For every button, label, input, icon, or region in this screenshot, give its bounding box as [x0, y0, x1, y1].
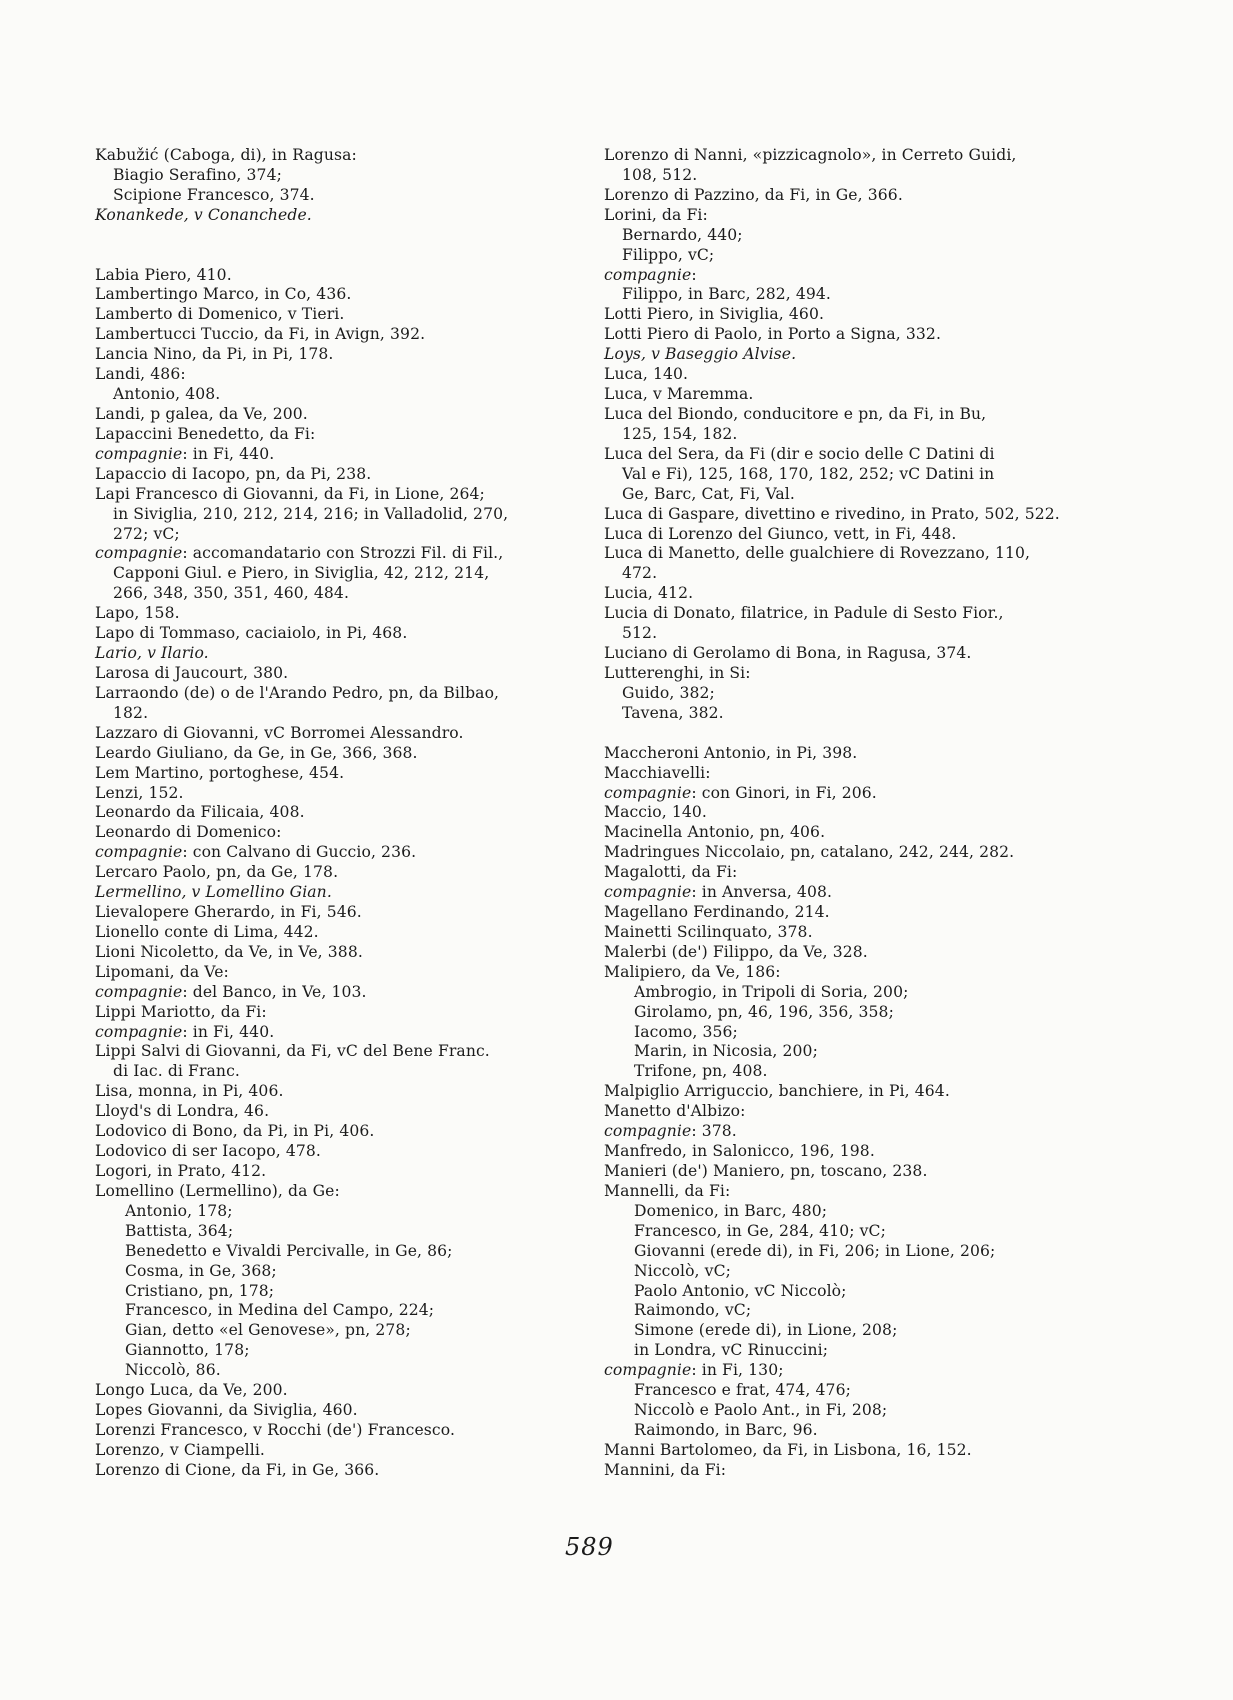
- index-entry: Luca di Manetto, delle gualchiere di Rovezzano, 110,: [604, 544, 1031, 563]
- index-entry: Lenzi, 152.: [95, 783, 184, 802]
- index-subentry: di Iac. di Franc.: [113, 1062, 240, 1081]
- index-subentry: 266, 348, 350, 351, 460, 484.: [113, 584, 350, 603]
- index-entry: Lapaccio di Iacopo, pn, da Pi, 238.: [95, 464, 372, 483]
- index-entry: Luciano di Gerolamo di Bona, in Ragusa, 374.: [604, 644, 972, 663]
- index-subentry: Francesco e frat, 474, 476;: [634, 1381, 851, 1400]
- index-subentry: 125, 154, 182.: [622, 424, 738, 443]
- index-entry: Lucia di Donato, filatrice, in Padule di Sesto Fior.,: [604, 604, 1004, 623]
- index-entry: Luca, v Maremma.: [604, 385, 754, 404]
- index-entry: compagnie: 378.: [604, 1122, 737, 1141]
- index-entry: Mannini, da Fi:: [604, 1460, 727, 1479]
- index-entry: Leonardo di Domenico:: [95, 823, 282, 842]
- index-entry: Lario, v Ilario.: [95, 644, 209, 663]
- index-entry: Larraondo (de) o de l'Arando Pedro, pn, da Bilbao,: [95, 683, 500, 702]
- index-entry: Manfredo, in Salonicco, 196, 198.: [604, 1142, 875, 1161]
- index-entry: Lorini, da Fi:: [604, 205, 708, 224]
- index-entry: Macchiavelli:: [604, 763, 711, 782]
- index-subentry: Antonio, 178;: [125, 1201, 233, 1220]
- index-entry: Lorenzi Francesco, v Rocchi (de') Francesco.: [95, 1421, 455, 1439]
- index-entry: compagnie: accomandatario con Strozzi Fil. di Fil.,: [95, 544, 504, 563]
- index-entry: Lomellino (Lermellino), da Ge:: [95, 1181, 340, 1200]
- index-subentry: in Siviglia, 210, 212, 214, 216; in Valladolid, 270,: [113, 504, 509, 523]
- index-subentry: Francesco, in Ge, 284, 410; vC;: [634, 1221, 886, 1240]
- index-entry: Lambertingo Marco, in Co, 436.: [95, 285, 352, 304]
- index-entry: Luca di Lorenzo del Giunco, vett, in Fi, 448.: [604, 524, 957, 543]
- index-entry: Lloyd's di Londra, 46.: [95, 1102, 270, 1121]
- index-entry: compagnie: in Fi, 440.: [95, 1022, 275, 1041]
- index-entry: Manetto d'Albizo:: [604, 1102, 746, 1121]
- index-entry: Manni Bartolomeo, da Fi, in Lisbona, 16, 152.: [604, 1440, 972, 1459]
- index-entry: Manieri (de') Maniero, pn, toscano, 238.: [604, 1162, 928, 1181]
- index-subentry: Gian, detto «el Genovese», pn, 278;: [125, 1321, 411, 1340]
- index-entry: Luca del Biondo, conducitore e pn, da Fi, in Bu,: [604, 404, 987, 423]
- index-entry: Leonardo da Filicaia, 408.: [95, 803, 305, 822]
- index-subentry: Val e Fi), 125, 168, 170, 182, 252; vC Datini in: [622, 464, 995, 483]
- index-entry: compagnie: con Calvano di Guccio, 236.: [95, 843, 417, 862]
- index-entry: Lippi Mariotto, da Fi:: [95, 1002, 267, 1021]
- index-subentry: in Londra, vC Rinuccini;: [634, 1341, 829, 1360]
- section-gap: [95, 246, 558, 266]
- index-entry: Kabužić (Caboga, di), in Ragusa:: [95, 146, 357, 164]
- index-subentry: Paolo Antonio, vC Niccolò;: [634, 1281, 847, 1300]
- index-subentry: Trifone, pn, 408.: [634, 1062, 768, 1081]
- index-subentry: Bernardo, 440;: [622, 225, 743, 244]
- index-entry: Lotti Piero di Paolo, in Porto a Signa, 332.: [604, 325, 941, 344]
- index-subentry: Scipione Francesco, 374.: [113, 185, 315, 204]
- index-entry: Lambertucci Tuccio, da Fi, in Avign, 392.: [95, 325, 426, 344]
- index-subentry: Iacomo, 356;: [634, 1022, 738, 1041]
- index-entry: Lorenzo di Pazzino, da Fi, in Ge, 366.: [604, 185, 903, 204]
- index-subentry: 272; vC;: [113, 524, 180, 543]
- index-subentry: Domenico, in Barc, 480;: [634, 1201, 828, 1220]
- section-gap: [95, 226, 558, 246]
- index-entry: Lercaro Paolo, pn, da Ge, 178.: [95, 863, 339, 882]
- index-entry: Lem Martino, portoghese, 454.: [95, 763, 345, 782]
- index-entry: Loys, v Baseggio Alvise.: [604, 345, 797, 364]
- index-entry: Lopes Giovanni, da Siviglia, 460.: [95, 1401, 358, 1420]
- index-subentry: Simone (erede di), in Lione, 208;: [634, 1321, 898, 1340]
- index-entry: Luca del Sera, da Fi (dir e socio delle C Datini di: [604, 444, 995, 463]
- index-entry: compagnie: in Anversa, 408.: [604, 883, 833, 902]
- index-entry: Lodovico di ser Iacopo, 478.: [95, 1142, 321, 1161]
- index-subentry: Francesco, in Medina del Campo, 224;: [125, 1301, 435, 1320]
- index-entry: Mainetti Scilinquato, 378.: [604, 922, 813, 941]
- index-entry: Landi, p galea, da Ve, 200.: [95, 404, 308, 423]
- page-number: 589: [565, 1533, 614, 1561]
- index-subentry: 108, 512.: [622, 165, 698, 184]
- index-entry: Lazzaro di Giovanni, vC Borromei Alessandro.: [95, 723, 464, 742]
- index-entry: Mannelli, da Fi:: [604, 1181, 731, 1200]
- index-entry: Madringues Niccolaio, pn, catalano, 242, 244, 282.: [604, 843, 1015, 862]
- index-column-left: [95, 146, 558, 1481]
- index-entry: compagnie: in Fi, 130;: [604, 1361, 784, 1380]
- index-entry: Labia Piero, 410.: [95, 265, 232, 284]
- index-entry: Lisa, monna, in Pi, 406.: [95, 1082, 284, 1101]
- index-entry: Larosa di Jaucourt, 380.: [95, 663, 289, 682]
- index-entry: Lapo di Tommaso, caciaiolo, in Pi, 468.: [95, 624, 408, 643]
- index-subentry: Niccolò, vC;: [634, 1261, 731, 1280]
- index-subentry: Filippo, vC;: [622, 245, 715, 264]
- index-entry: Lorenzo di Nanni, «pizzicagnolo», in Cerreto Guidi,: [604, 146, 1017, 164]
- index-entry: Malerbi (de') Filippo, da Ve, 328.: [604, 942, 868, 961]
- index-subentry: Capponi Giul. e Piero, in Siviglia, 42, 212, 214,: [113, 564, 490, 583]
- index-subentry: 182.: [113, 703, 149, 722]
- index-entry: Maccheroni Antonio, in Pi, 398.: [604, 743, 858, 762]
- index-entry: Lucia, 412.: [604, 584, 694, 603]
- index-entry: Luca, 140.: [604, 365, 689, 384]
- index-subentry: Tavena, 382.: [622, 703, 724, 722]
- index-entry: Landi, 486:: [95, 365, 186, 384]
- index-entry: Lapaccini Benedetto, da Fi:: [95, 424, 316, 443]
- index-entry: Maccio, 140.: [604, 803, 707, 822]
- index-subentry: Cristiano, pn, 178;: [125, 1281, 275, 1300]
- index-entry: Longo Luca, da Ve, 200.: [95, 1381, 288, 1400]
- index-entry: Lorenzo di Cione, da Fi, in Ge, 366.: [95, 1460, 380, 1479]
- index-column-right: [604, 146, 1066, 1481]
- index-entry: Konankede, v Conanchede.: [95, 205, 312, 224]
- index-subentry: Giovanni (erede di), in Fi, 206; in Lione, 206;: [634, 1241, 996, 1260]
- index-entry: Malipiero, da Ve, 186:: [604, 962, 781, 981]
- index-entry: Lotti Piero, in Siviglia, 460.: [604, 305, 825, 324]
- index-subentry: Filippo, in Barc, 282, 494.: [622, 285, 831, 304]
- index-subentry: Giannotto, 178;: [125, 1341, 250, 1360]
- index-entry: compagnie: in Fi, 440.: [95, 444, 275, 463]
- index-entry: compagnie: del Banco, in Ve, 103.: [95, 982, 367, 1001]
- index-entry: Lamberto di Domenico, v Tieri.: [95, 305, 345, 324]
- index-entry: compagnie:: [604, 265, 697, 284]
- index-entry: Leardo Giuliano, da Ge, in Ge, 366, 368.: [95, 743, 418, 762]
- index-entry: Lipomani, da Ve:: [95, 962, 229, 981]
- index-entry: Lionello conte di Lima, 442.: [95, 922, 319, 941]
- index-subentry: Raimondo, vC;: [634, 1301, 752, 1320]
- index-entry: Lermellino, v Lomellino Gian.: [95, 883, 332, 902]
- index-entry: Magellano Ferdinando, 214.: [604, 903, 830, 922]
- index-subentry: Battista, 364;: [125, 1221, 234, 1240]
- index-subentry: Marin, in Nicosia, 200;: [634, 1042, 818, 1061]
- index-entry: Lievalopere Gherardo, in Fi, 546.: [95, 903, 362, 922]
- index-subentry: Biagio Serafino, 374;: [113, 165, 282, 184]
- index-subentry: 472.: [622, 564, 658, 583]
- index-subentry: Niccolò e Paolo Ant., in Fi, 208;: [634, 1401, 888, 1420]
- index-entry: Lancia Nino, da Pi, in Pi, 178.: [95, 345, 334, 364]
- index-subentry: Benedetto e Vivaldi Percivalle, in Ge, 86;: [125, 1241, 453, 1260]
- index-entry: Logori, in Prato, 412.: [95, 1162, 267, 1181]
- section-gap: [604, 724, 1066, 744]
- index-subentry: Ge, Barc, Cat, Fi, Val.: [622, 484, 795, 503]
- index-entry: Magalotti, da Fi:: [604, 863, 738, 882]
- index-entry: Lapi Francesco di Giovanni, da Fi, in Lione, 264;: [95, 484, 485, 503]
- index-entry: compagnie: con Ginori, in Fi, 206.: [604, 783, 877, 802]
- index-subentry: 512.: [622, 624, 658, 643]
- index-subentry: Ambrogio, in Tripoli di Soria, 200;: [634, 982, 909, 1001]
- index-entry: Lutterenghi, in Si:: [604, 663, 751, 682]
- index-entry: Lippi Salvi di Giovanni, da Fi, vC del Bene Franc.: [95, 1042, 490, 1061]
- index-entry: Malpiglio Arriguccio, banchiere, in Pi, 464.: [604, 1082, 950, 1101]
- index-subentry: Girolamo, pn, 46, 196, 356, 358;: [634, 1002, 894, 1021]
- index-subentry: Antonio, 408.: [113, 385, 221, 404]
- index-entry: Lapo, 158.: [95, 604, 180, 623]
- index-entry: Macinella Antonio, pn, 406.: [604, 823, 826, 842]
- index-subentry: Raimondo, in Barc, 96.: [634, 1421, 818, 1439]
- index-subentry: Guido, 382;: [622, 683, 715, 702]
- index-entry: Lioni Nicoletto, da Ve, in Ve, 388.: [95, 942, 363, 961]
- index-entry: Luca di Gaspare, divettino e rivedino, in Prato, 502, 522.: [604, 504, 1060, 523]
- index-entry: Lorenzo, v Ciampelli.: [95, 1440, 265, 1459]
- index-entry: Lodovico di Bono, da Pi, in Pi, 406.: [95, 1122, 375, 1141]
- index-subentry: Niccolò, 86.: [125, 1361, 221, 1380]
- index-subentry: Cosma, in Ge, 368;: [125, 1261, 277, 1280]
